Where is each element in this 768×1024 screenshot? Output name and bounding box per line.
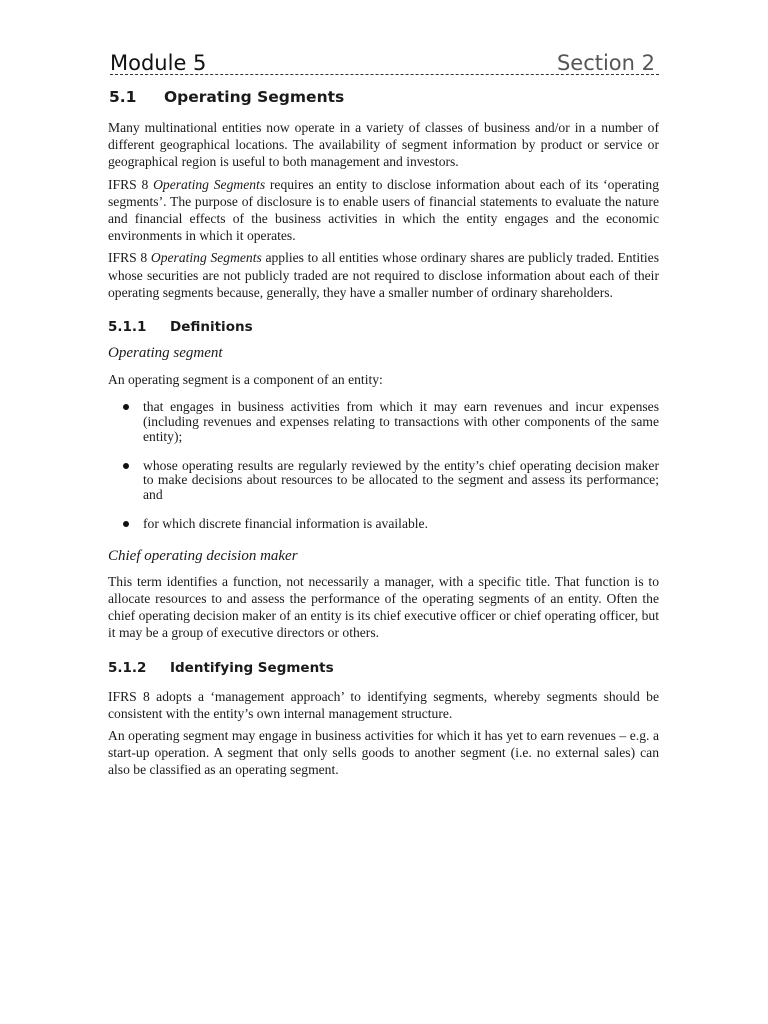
document-page bbox=[108, 50, 659, 779]
ifrs-prefix: IFRS 8 bbox=[108, 176, 154, 192]
ifrs-paragraph-1-text: requires an entity to disclose information about each of its ‘operating segments’. The purpose of disclosure is to enable users of financial statements to evaluate the nature and financial effects of the business activities in which the entity engages and the economic environments in which it operates. bbox=[108, 176, 659, 244]
ifrs-prefix: IFRS 8 bbox=[108, 250, 151, 266]
section-label: Section 2 bbox=[556, 51, 655, 75]
list-item: for which discrete financial information is available. bbox=[108, 517, 659, 532]
operating-segment-intro: An operating segment is a component of an entity: bbox=[108, 372, 383, 388]
definition-bullet-list bbox=[108, 400, 659, 532]
header-dashed-rule bbox=[110, 74, 659, 75]
identifying-paragraph-2: An operating segment may engage in business activities for which it has yet to earn revenues – e.g. a start-up operation. A segment that only sells goods to another segment (i.e. no external sales) can also be classified as an operating segment. bbox=[108, 728, 659, 778]
identifying-paragraph-1: IFRS 8 adopts a ‘management approach’ to identifying segments, whereby segments should be consistent with the entity’s own internal management structure. bbox=[108, 688, 659, 721]
subsection-number: 5.1.1 bbox=[108, 319, 147, 336]
subsection-title: Identifying Segments bbox=[170, 659, 334, 676]
section-heading bbox=[109, 87, 659, 107]
subsection-number: 5.1.2 bbox=[108, 659, 147, 676]
codm-subheading: Chief operating decision maker bbox=[108, 547, 298, 564]
subsection-heading-identifying bbox=[108, 659, 659, 677]
standard-title: Operating Segments bbox=[150, 250, 262, 266]
bullet-icon bbox=[123, 404, 129, 410]
ifrs-paragraph-2-text: applies to all entities whose ordinary shares are publicly traded. Entities whose securities are not publicly traded are not required to disclose information about each of their operating segments because, generally, they have a smaller number of ordinary shareholders. bbox=[108, 250, 659, 300]
running-header bbox=[108, 50, 659, 78]
section-number: 5.1 bbox=[109, 88, 137, 106]
intro-paragraph: Many multinational entities now operate in a variety of classes of business and/or in a number of different geographical locations. The availability of segment information by product or service or geographical region is useful to both management and investors. bbox=[108, 120, 659, 170]
ifrs-paragraph-2 bbox=[108, 249, 659, 301]
ifrs-paragraph-1 bbox=[108, 176, 659, 245]
bullet-icon bbox=[123, 521, 129, 527]
bullet-icon bbox=[123, 463, 129, 469]
list-item: that engages in business activities from which it may earn revenues and incur expenses (including revenues and expenses relating to transactions with other components of the same entity); bbox=[108, 400, 659, 444]
standard-title: Operating Segments bbox=[153, 176, 266, 192]
subsection-title: Definitions bbox=[170, 319, 253, 336]
operating-segment-subheading: Operating segment bbox=[108, 345, 223, 362]
section-title: Operating Segments bbox=[164, 88, 345, 106]
list-item: whose operating results are regularly reviewed by the entity’s chief operating decision maker to make decisions about resources to be allocated to the segment and assess its performance; and bbox=[108, 459, 659, 503]
subsection-heading-definitions bbox=[108, 318, 659, 336]
module-label: Module 5 bbox=[110, 51, 207, 75]
codm-paragraph: This term identifies a function, not necessarily a manager, with a specific title. That function is to allocate resources to and assess the performance of the operating segments of an entity. Often the chief operating decision maker of an entity is its chief executive officer or chief operating officer, but it may be a group of executive directors or others. bbox=[108, 573, 659, 641]
